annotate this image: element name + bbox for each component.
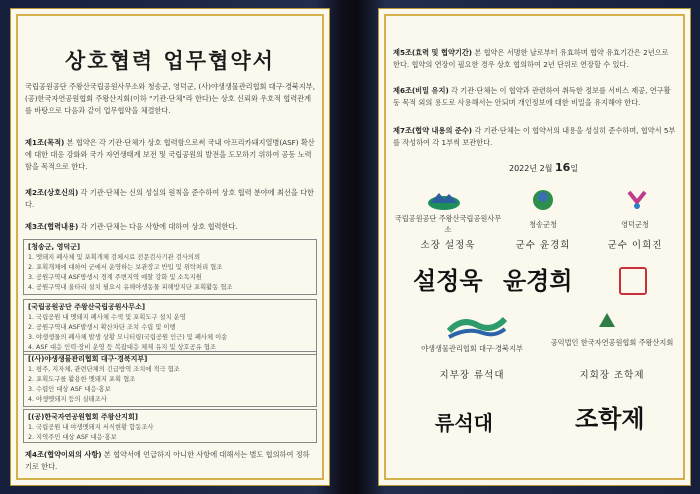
article-4-text: 본 협약서에 언급하지 아니한 사항에 대해서는 별도 협의하여 정하기로 한다. [25, 450, 310, 471]
intro-paragraph: 국립공원공단 주왕산국립공원사무소와 청송군, 영덕군, (사)야생생물관리협회 대구·경북지부, (공)한국자연공원협회 주왕산지회(이하 "기관·단체"라 한다)는 상호 신뢰와 우호적 협력관계를 바탕으로 다음과 같이 업무협약을 체결한다. [25, 82, 316, 115]
signer-1-name: 소장 설정욱 [420, 240, 476, 251]
box-item: 2. 공원구역내 ASF발생시 확산차단 조치 수립 및 이행 [28, 324, 176, 331]
article-1-heading: 제1조(목적) [25, 138, 65, 147]
nature-park-assoc-logo [597, 311, 617, 329]
article-6 [393, 85, 676, 109]
article-2-text: 각 기관·단체는 신의 성실의 원칙을 준수하여 상호 협력 분야에 최선을 다한다. [25, 188, 314, 209]
signer-3-org: 영덕군청 [621, 220, 649, 229]
box-item: 1. 국립공원 내 멧돼지 폐사체 수색 및 포획도구 설치 운영 [28, 314, 186, 321]
article-3 [25, 221, 315, 233]
box-item: 2. 포획도구를 활용한 멧돼지 포획 협조 [28, 376, 136, 383]
date-year: 2022년 [509, 164, 538, 173]
article-5 [393, 47, 676, 71]
signer-1-org: 국립공원공단 주왕산국립공원사무소 [394, 214, 502, 234]
box-heading: [청송군, 영덕군] [28, 243, 81, 251]
article-6-text: 각 기관·단체는 이 협약과 관련하여 취득한 정보를 서비스 제공, 연구활동 목적 외의 용도로 사용해서는 안되며 개인정보에 대한 비밀을 유지해야 한다. [393, 86, 671, 107]
date-month: 2월 [539, 164, 553, 173]
article-7-text: 각 기관·단체는 이 협약서의 내용을 성실히 준수하며, 협약서 5부를 작성하여 각 1부씩 보관한다. [393, 126, 676, 147]
cooperation-box-counties [23, 239, 317, 295]
article-6-heading: 제6조(비밀 유지) [393, 86, 449, 95]
article-4-heading: 제4조(협약이외의 사항) [25, 450, 102, 459]
date-suffix: 일 [570, 164, 579, 173]
box-item: 3. 공원구역내 ASF방생시 경계 주변지역 예찰 강화 및 소독지원 [28, 274, 202, 281]
article-7-heading: 제7조(협약 내용의 준수) [393, 126, 473, 135]
signer-5-name: 지회장 조학제 [579, 370, 645, 381]
cooperation-box-wildlife-assoc [23, 351, 317, 407]
document-title: 상호협력 업무협약서 [65, 49, 275, 73]
article-1-text: 본 협약은 각 기관·단체가 상호 협력함으로써 국내 아프리카돼지열병(ASF) 확산에 대한 대응 강화와 국가 자연생태계 보전 및 국립공원의 발전을 도모하기 위하여 공동 노력함을 목적으로 한다. [25, 138, 315, 171]
box-item: 4. 야생멧돼지 등의 실태조사 [28, 396, 107, 403]
cheongsong-logo [532, 189, 554, 211]
box-item: 1. 평주, 지자체, 관련단체의 긴급방역 조치에 적극 협조 [28, 366, 180, 373]
signer-5-org: 공익법인 한국자연공원협회 주왕산지회 [550, 338, 674, 347]
article-2-heading: 제2조(상호신의) [25, 188, 79, 197]
article-7 [393, 125, 676, 149]
article-3-text: 각 기관·단체는 다음 사항에 대하여 상호 협력한다. [80, 222, 238, 231]
box-item: 1. 국립공원 내 야생멧돼지 서식현황 합동조사 [28, 424, 154, 431]
signer-3-seal [619, 267, 647, 295]
box-item: 1. 멧돼지 폐사체 및 포획개체 검체시료 전문검사기관 검사의뢰 [28, 254, 201, 261]
article-5-heading: 제5조(효력 및 협약기간) [393, 48, 473, 57]
signer-5-signature: 조학제 [575, 404, 645, 433]
article-3-heading: 제3조(협력내용) [25, 222, 79, 231]
signer-2-name: 군수 윤경희 [515, 240, 571, 251]
box-heading: [국립공원공단 주왕산국립공원사무소] [28, 303, 146, 311]
signer-4-name: 지부장 류석대 [439, 370, 505, 381]
box-heading: [(공)한국자연공원협회 주왕산지회] [28, 413, 138, 421]
signer-2-org: 청송군청 [529, 220, 557, 229]
signer-1-signature: 설정욱 [413, 266, 483, 295]
article-5-text: 본 협약은 서명한 날로부터 유효하며 협약 유효기간은 2년으로 한다. 협약의 연장이 필요한 경우 상호 협의하여 2년 단위로 연장할 수 있다. [393, 48, 669, 69]
box-item: 4. 공원구역내 울타리 설치 필요시 유해야생동물 피해방지단 포획활동 협조 [28, 284, 233, 291]
box-item: 3. 수렵인 대상 ASF 대응·홍보 [28, 386, 111, 393]
article-4 [25, 449, 315, 473]
date-day: 16 [555, 161, 571, 174]
box-item: 4. ASF 대응 인력·장비 운영 등 복잡대응 체제 유지 및 상호공유 협조 [28, 344, 216, 351]
box-item: 3. 야생생물의 폐사체 발생 상황 모니터링(국립공원 인근) 및 폐사체 이송 [28, 334, 228, 341]
box-item: 2. 지역주민 대상 ASF 대응·홍보 [28, 434, 117, 441]
national-park-logo [427, 189, 461, 211]
wildlife-assoc-logo [447, 309, 507, 339]
article-2 [25, 187, 315, 211]
signing-date [509, 161, 578, 174]
signer-4-org: 야생생물관리협회 대구·경북지부 [421, 344, 523, 353]
cooperation-box-park-office [23, 299, 317, 355]
article-1 [25, 137, 315, 173]
cooperation-box-nature-park-assoc [23, 409, 317, 443]
box-item: 2. 포획개체에 대하여 군에서 운영하는 보관장고 반입 및 위탁처리 협조 [28, 264, 223, 271]
box-heading: [(사)야생생물관리협회 대구·경북지부] [28, 355, 148, 363]
agreement-page-left [10, 8, 330, 486]
signer-3-name: 군수 이희진 [607, 240, 663, 251]
agreement-page-right [378, 8, 691, 486]
signer-2-signature: 윤경희 [503, 266, 573, 295]
signer-4-signature: 류석대 [435, 411, 493, 435]
yeongdeok-logo [626, 189, 648, 211]
